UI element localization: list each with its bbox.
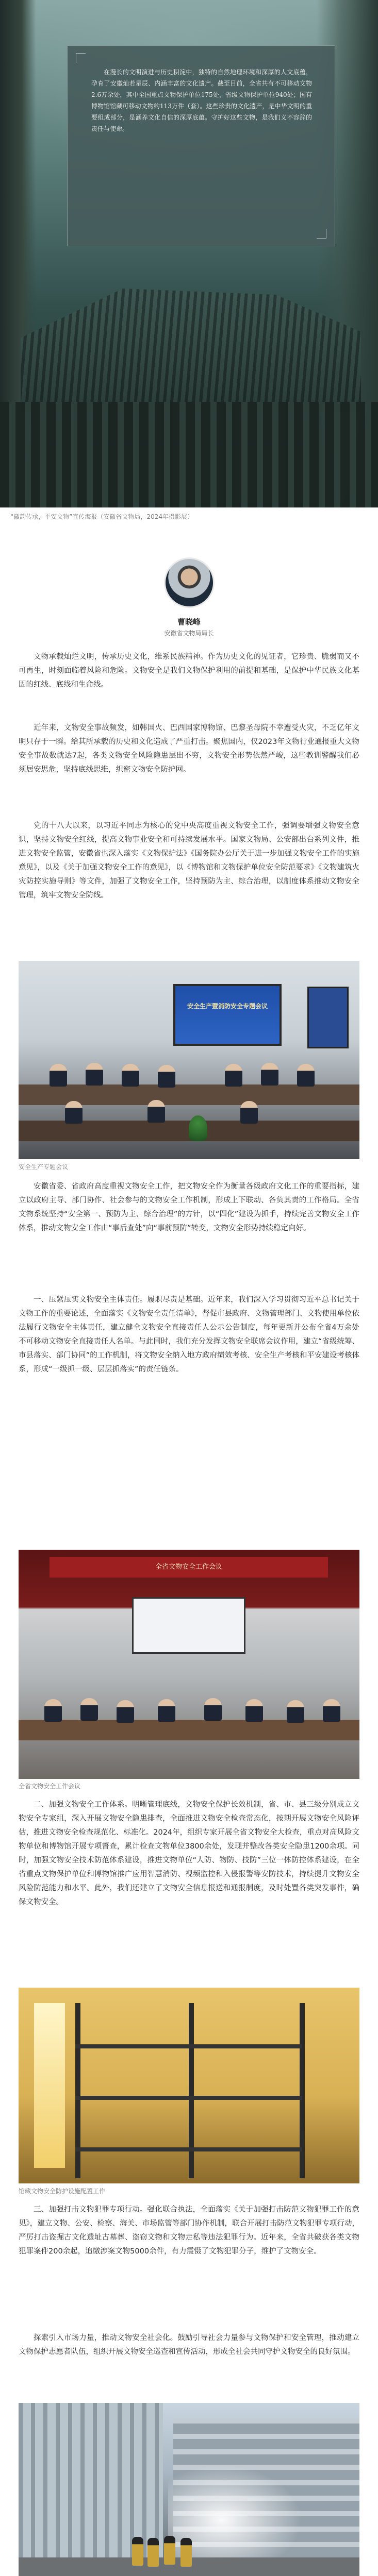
shelf-bar: [75, 2096, 302, 2100]
paragraph: 文物承载灿烂文明，传承历史文化，维系民族精神。作为历史文化的见证者，它珍贵、脆弱而又不可再生，时刻面临着风险和危险。文物安全是我们文物保护利用的前提和基础，是保护中华民族文化基因的红线、底线和生命线。: [19, 653, 359, 689]
shelf-post: [75, 2003, 80, 2178]
corner-deco-icon: [317, 229, 326, 239]
paragraph: 三、加强打击文物犯罪专项行动。强化联合执法，全面落实《关于加强打击防范文物犯罪工作的意见》，建立文物、公安、检察、海关、市场监管等部门协作机制，联合开展打击防范文物犯罪专项行动，严厉打击盗掘古文化遗址古墓葬、盗窃文物和文物走私等违法犯罪行为。近年来，全省共破获各类文物犯罪案件200余起，追缴涉案文物5000余件，有力震慑了文物犯罪分子，维护了文物安全。: [19, 2206, 359, 2256]
attendee: [297, 1064, 315, 1087]
photo-caption: 全省文物安全工作会议: [19, 1783, 81, 1790]
shelf-post: [189, 2003, 194, 2178]
building: [19, 2403, 163, 2557]
author-title: 安徽省文物局局长: [164, 630, 214, 637]
paragraph: 近年来，文物安全事故频发，如韩国火、巴西国家博物馆、巴黎圣母院不幸遭受火灾，不乏亿年文明只存于一瞬。给其所承载的历史和文化造成了严重打击。聚焦国内，仅2023年文物行业通报重大文物安全事故数就达7起，各类文物安全风险隐患层出不穷，文物安全形势依然严峻，这些教训警醒我们必须居安思危，坚持底线思维，织密文物安全防护网。: [19, 724, 359, 774]
hero-image: [0, 0, 378, 507]
photo-caption: 安全生产专题会议: [19, 1163, 69, 1171]
attendee: [65, 1101, 83, 1124]
hero-quote-card: [67, 45, 335, 246]
hero-roof: [21, 289, 361, 412]
shelf-bar: [75, 2147, 302, 2151]
attendee: [80, 1698, 98, 1721]
photo-caption: 馆藏文物安全防护设施配置工作: [19, 2188, 106, 2195]
meeting-screen: [132, 1597, 245, 1654]
attendee: [122, 1064, 139, 1087]
paragraph: 探索引入市场力量，推动文物安全社会化。鼓励引导社会力量参与文物保护和安全管理，推动建立文物保护志愿者队伍，组织开展文物安全巡查和宣传活动，形成全社会共同守护文物安全的良好氛围。: [19, 2334, 359, 2356]
hero-quote-text: 在漫长的文明演进与历史积淀中，独特的自然地理环境和深厚的人文底蕴，孕育了安徽灿若星辰、内涵丰富的文化遗产。截至目前，全省共有不可移动文物2.6万余处，其中全国重点文物保护单位175处，省级文物保护单位940处；国有博物馆馆藏可移动文物约113万件（套）。这些珍贵的文化遗产，是中华文明的重要组成部分，是涵养文化自信的深厚底蕴。守护好这些文物，是我们义不容辞的责任与使命。: [91, 69, 312, 132]
attendee: [323, 1699, 340, 1722]
light-panel: [34, 2003, 65, 2168]
shelf-post: [300, 2003, 305, 2178]
paragraph: 一、压紧压实文物安全主体责任。履职尽责是基础。近年来，我们深入学习贯彻习近平总书记关于文物工作的重要论述，全面落实《文物安全责任清单》，督促市县政府、文物管理部门、文物使用单位依法履行文物安全主体责任，建立健全文物安全直接责任人公示公告制度，每年更新并公布全省4万余处不可移动文物安全直接责任人名单。与此同时，我们充分发挥文物安全联席会议作用，建立“省级统筹、市县落实、部门协同”的工作机制，将文物安全纳入地方政府绩效考核、安全生产考核和平安建设考核体系，形成“一级抓一级、层层抓落实”的责任链条。: [19, 1296, 359, 1374]
meeting-table: [19, 1720, 359, 1740]
attendee: [287, 1700, 304, 1723]
meeting-screen-text: 安全生产暨消防安全专题会议: [187, 1003, 268, 1010]
firefighter: [164, 2536, 175, 2565]
firefighter: [180, 2538, 192, 2567]
attendee: [240, 1101, 258, 1124]
author-name: 曹晓峰: [177, 617, 201, 626]
attendee: [117, 1700, 134, 1723]
attendee: [147, 1100, 165, 1123]
meeting-photo-1: [19, 961, 359, 1159]
meeting-screen: [173, 984, 282, 1046]
attendee: [86, 1063, 103, 1086]
attendee: [44, 1699, 62, 1722]
attendee: [158, 1699, 175, 1722]
attendee: [204, 1698, 222, 1721]
attendee: [50, 1064, 67, 1087]
meeting-photo-2: [19, 1550, 359, 1779]
attendee: [245, 1699, 263, 1722]
meeting-banner: [50, 1557, 328, 1578]
paragraph: 安徽省委、省政府高度重视文物安全工作，把文物安全作为衡量各级政府文化工作的重要指标，建立以政府主导、部门协作、社会参与的文物安全工作机制，形成上下联动、各负其责的工作格局。全省文物系统坚持“安全第一、预防为主、综合治理”的方针，以“四化”建设为抓手，持续完善文物安全工作体系，推动文物安全工作由“事后查处”向“事前预防”转变，文物安全形势持续稳定向好。: [19, 1182, 359, 1232]
hero-caption: “徽韵传承，平安文物”宣传海报（安徽省文物局，2024年摄影展）: [10, 513, 193, 520]
corner-deco-icon: [76, 53, 86, 63]
fire-drill-photo: [19, 2403, 359, 2576]
plant: [189, 1115, 207, 1141]
shelf-bar: [75, 2044, 302, 2048]
attendee: [261, 1063, 278, 1086]
attendee: [158, 1065, 175, 1088]
hero-eave: [0, 402, 378, 507]
author-avatar: [164, 557, 215, 608]
paragraph: 二、加强文物安全工作体系。明晰管理底线，文物安全保护长效机制，省、市、县三级分别成立文物安全专家组，深入开展文物安全隐患排查，全面推进文物安全检查常态化，按期开展文物安全风险评估，推进文物安全检查规范化、标准化。2024年，组织专家开展全省文物安全大检查，重点对高风险文物单位和博物馆开展专项督查，累计检查文物单位3800余处，发现并整改各类安全隐患1200余项。同时，加强文物安全技术防范体系建设，推进文物单位“人防、物防、技防”三位一体防控体系建设，在全省重点文物保护单位和博物馆推广应用智慧消防、视频监控和入侵报警等安防技术，持续提升文物安全风险防范能力和水平。此外，我们还建立了文物安全信息报送和通报制度，及时处置各类突发事件，确保文物安全。: [19, 1801, 359, 1906]
paragraph: 党的十八大以来，以习近平同志为核心的党中央高度重视文物安全工作，强调要增强文物安全意识，坚持文物安全红线，提高文物事业安全和可持续发展水平。国家文物局、公安部出台系列文件，推进文物安全监管，安徽省也深入落实《文物保护法》《国务院办公厅关于进一步加强文物安全工作的实施意见》，以及《关于加强文物安全工作的意见》，以《博物馆和文物保护单位安全防范要求》《文物建筑火灾防控实施导则》等文件，加强了文物安全工作，坚持预防为主、综合治理，以制度体系推动文物安全管理，筑牢文物安全防线。: [19, 822, 359, 900]
firefighter: [147, 2538, 159, 2567]
attendee: [225, 1064, 242, 1087]
meeting-banner-text: 全省文物安全工作会议: [155, 1563, 222, 1571]
firefighter: [132, 2537, 143, 2566]
warehouse-photo: [19, 1988, 359, 2183]
side-screen: [307, 987, 349, 1048]
